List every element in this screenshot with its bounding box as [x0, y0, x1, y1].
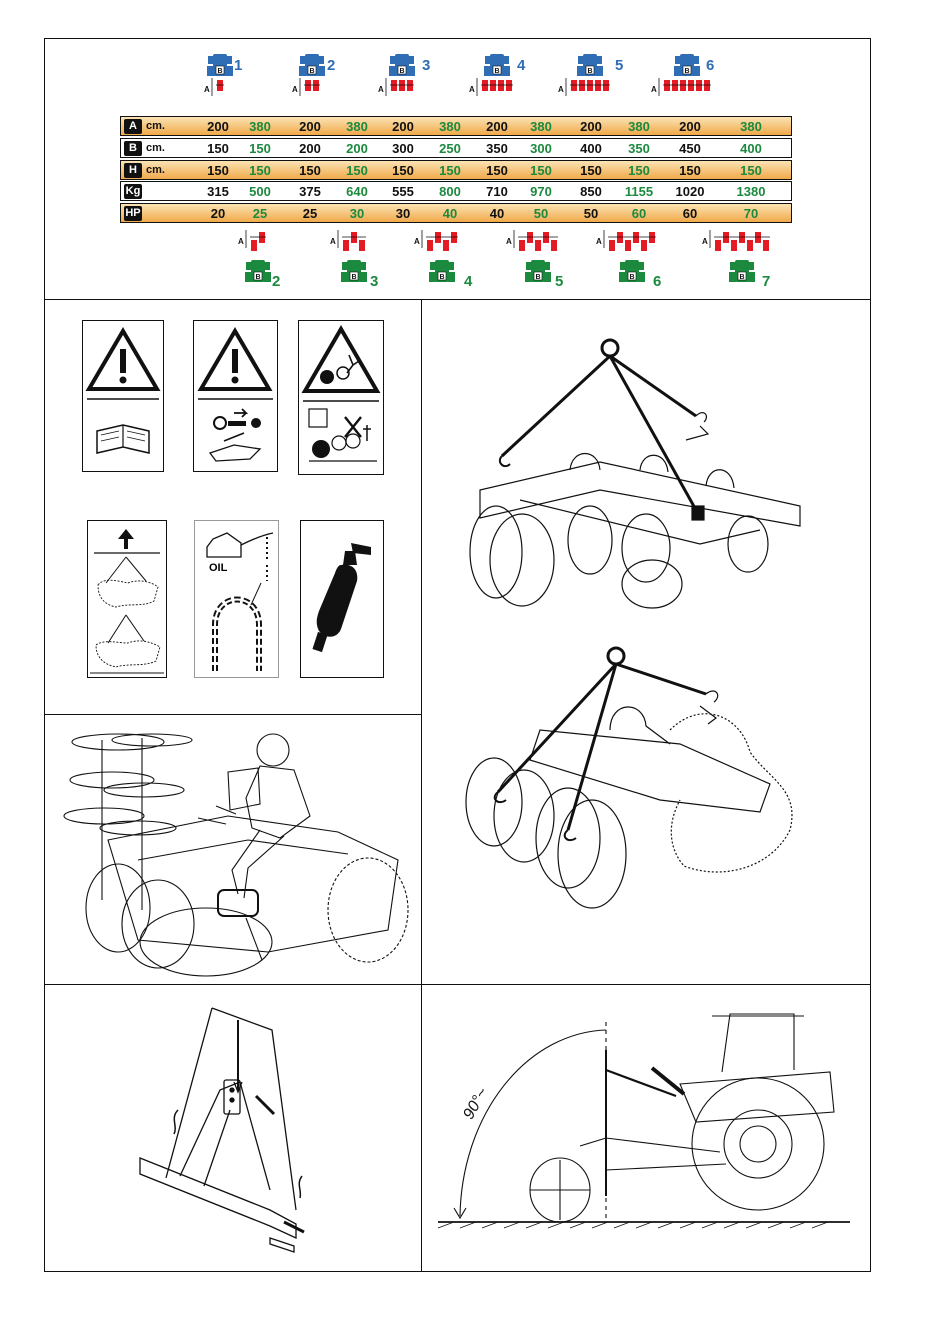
- spec-cell: 200: [299, 140, 321, 156]
- spec-row-label: [121, 163, 175, 178]
- spec-cell: 150: [392, 162, 414, 178]
- hitch-assembly-illustration: [120, 1000, 350, 1260]
- warning-triangle-icon: [83, 321, 163, 471]
- tractor-angle-illustration: [430, 1000, 860, 1250]
- bottom-model-number: 7: [762, 273, 771, 290]
- spec-cell: 60: [631, 205, 647, 221]
- top-model-number: 6: [706, 57, 715, 74]
- top-model-number: 4: [517, 57, 526, 74]
- spec-cell: 150: [207, 162, 229, 178]
- spec-row-unit: cm.: [146, 142, 165, 154]
- sign-read-manual: [82, 320, 164, 472]
- top-model-number: 1: [234, 57, 243, 74]
- tractor-diagram: [238, 230, 271, 282]
- svg-text:B: B: [439, 274, 445, 281]
- spec-cell: 1020: [675, 183, 705, 199]
- svg-text:B: B: [351, 274, 357, 281]
- spec-cell: 150: [346, 162, 368, 178]
- bottom-model-number: 4: [464, 273, 473, 290]
- svg-text:A: A: [204, 85, 210, 94]
- spec-cell: 400: [580, 140, 602, 156]
- bottom-model-number: 6: [653, 273, 662, 290]
- warning-machine-icon: [299, 321, 383, 474]
- spec-row-icon: B: [124, 141, 142, 156]
- lifting-disc-gang-illustration: [460, 640, 820, 920]
- warning-key-icon: [194, 321, 277, 471]
- spec-cell: 850: [580, 183, 602, 199]
- angle-label: 90°~: [460, 1084, 492, 1123]
- svg-text:B: B: [684, 68, 690, 75]
- spec-cell: 640: [346, 183, 368, 199]
- svg-text:A: A: [469, 85, 475, 94]
- svg-text:B: B: [309, 68, 315, 75]
- operator-on-machine-illustration: [48, 720, 418, 980]
- tractor-diagram: [469, 54, 513, 96]
- spec-cell: 375: [299, 183, 321, 199]
- spec-cell: 200: [392, 118, 414, 134]
- svg-text:A: A: [292, 85, 298, 94]
- spec-cell: 800: [439, 183, 461, 199]
- sign-remove-key: [193, 320, 278, 472]
- spec-cell: 380: [439, 118, 461, 134]
- spec-cell: 350: [628, 140, 650, 156]
- spec-cell: 200: [207, 118, 229, 134]
- spec-cell: 200: [299, 118, 321, 134]
- spec-row-unit: cm.: [146, 120, 165, 132]
- spec-cell: 380: [530, 118, 552, 134]
- spec-cell: 150: [740, 162, 762, 178]
- lifting-frame-illustration: [460, 330, 820, 610]
- spec-row: [120, 181, 792, 201]
- svg-text:B: B: [255, 274, 261, 281]
- oil-can-icon: [195, 521, 278, 677]
- spec-cell: 150: [207, 140, 229, 156]
- spec-cell: 150: [249, 162, 271, 178]
- spec-cell: 200: [346, 140, 368, 156]
- tractor-diagram: [506, 230, 558, 282]
- spec-cell: 25: [252, 205, 268, 221]
- spec-row-label: [121, 119, 175, 134]
- spec-row-label: [121, 184, 175, 199]
- svg-text:B: B: [629, 274, 635, 281]
- spec-cell: 150: [486, 162, 508, 178]
- spec-row-label: [121, 206, 175, 221]
- svg-text:B: B: [587, 68, 593, 75]
- spec-cell: 40: [489, 205, 505, 221]
- spec-row: [120, 160, 792, 180]
- svg-text:B: B: [399, 68, 405, 75]
- tractor-diagram: [702, 230, 770, 282]
- svg-text:B: B: [217, 68, 223, 75]
- tractor-diagram: [596, 230, 656, 282]
- spec-cell: 380: [628, 118, 650, 134]
- spec-cell: 200: [486, 118, 508, 134]
- spec-row: [120, 116, 792, 136]
- tractor-diagram: [292, 54, 325, 96]
- spec-cell: 200: [679, 118, 701, 134]
- spec-row-unit: cm.: [146, 164, 165, 176]
- spec-row: [120, 203, 792, 223]
- svg-text:A: A: [558, 85, 564, 94]
- tractor-diagram: [330, 230, 367, 282]
- svg-text:A: A: [702, 237, 708, 246]
- top-model-number: 3: [422, 57, 431, 74]
- spec-cell: 50: [533, 205, 549, 221]
- divider-signs: [44, 714, 421, 715]
- spec-cell: 60: [682, 205, 698, 221]
- spec-cell: 380: [740, 118, 762, 134]
- spec-row: [120, 138, 792, 158]
- svg-text:A: A: [414, 237, 420, 246]
- spec-cell: 970: [530, 183, 552, 199]
- spec-cell: 40: [442, 205, 458, 221]
- spec-cell: 150: [439, 162, 461, 178]
- spec-cell: 315: [207, 183, 229, 199]
- bottom-model-number: 5: [555, 273, 564, 290]
- spec-row-icon: Kg: [125, 185, 141, 197]
- spec-cell: 150: [580, 162, 602, 178]
- svg-text:B: B: [739, 274, 745, 281]
- spec-cell: 25: [302, 205, 318, 221]
- sign-keep-distance: [298, 320, 384, 475]
- lifting-hook-icon: [88, 521, 166, 677]
- tractor-diagram: [204, 54, 233, 96]
- bottom-model-number: 2: [272, 273, 281, 290]
- spec-cell: 380: [346, 118, 368, 134]
- top-model-number: 2: [327, 57, 336, 74]
- spec-cell: 150: [249, 140, 271, 156]
- svg-text:A: A: [238, 237, 244, 246]
- spec-cell: 50: [583, 205, 599, 221]
- spec-cell: 250: [439, 140, 461, 156]
- spec-cell: 300: [530, 140, 552, 156]
- divider-lower: [44, 984, 871, 985]
- tractor-diagram: [651, 54, 711, 96]
- spec-cell: 350: [486, 140, 508, 156]
- svg-text:A: A: [378, 85, 384, 94]
- sign-grease: [300, 520, 384, 678]
- spec-cell: 150: [530, 162, 552, 178]
- top-tractor-diagrams: [190, 50, 750, 112]
- spec-cell: 150: [628, 162, 650, 178]
- svg-text:B: B: [494, 68, 500, 75]
- spec-cell: 30: [395, 205, 411, 221]
- spec-cell: 200: [580, 118, 602, 134]
- spec-cell: 300: [392, 140, 414, 156]
- svg-text:A: A: [330, 237, 336, 246]
- grease-gun-icon: [301, 521, 383, 677]
- spec-cell: 70: [743, 205, 759, 221]
- sign-lifting-points: [87, 520, 167, 678]
- svg-text:A: A: [506, 237, 512, 246]
- spec-cell: 500: [249, 183, 271, 199]
- divider-vertical: [421, 299, 422, 1272]
- spec-cell: 400: [740, 140, 762, 156]
- oil-label: OIL: [209, 562, 228, 574]
- bottom-model-number: 3: [370, 273, 379, 290]
- spec-cell: 1380: [736, 183, 766, 199]
- sign-oil-chain: [194, 520, 279, 678]
- spec-row-label: [121, 141, 175, 156]
- bottom-tractor-diagrams: [220, 224, 800, 294]
- spec-row-icon: A: [124, 119, 142, 134]
- tractor-diagram: [558, 54, 610, 96]
- top-model-number: 5: [615, 57, 624, 74]
- divider-spec: [44, 299, 871, 300]
- tractor-diagram: [378, 54, 415, 96]
- spec-cell: 380: [249, 118, 271, 134]
- spec-cell: 30: [349, 205, 365, 221]
- spec-cell: 450: [679, 140, 701, 156]
- spec-cell: 710: [486, 183, 508, 199]
- tractor-diagram: [414, 230, 458, 282]
- spec-cell: 150: [679, 162, 701, 178]
- svg-text:B: B: [535, 274, 541, 281]
- spec-cell: 555: [392, 183, 414, 199]
- spec-cell: 20: [210, 205, 226, 221]
- svg-text:A: A: [651, 85, 657, 94]
- spec-row-icon: H: [124, 163, 142, 178]
- spec-cell: 1155: [624, 183, 654, 199]
- spec-cell: 150: [299, 162, 321, 178]
- svg-text:A: A: [596, 237, 602, 246]
- spec-row-icon: HP: [125, 207, 141, 219]
